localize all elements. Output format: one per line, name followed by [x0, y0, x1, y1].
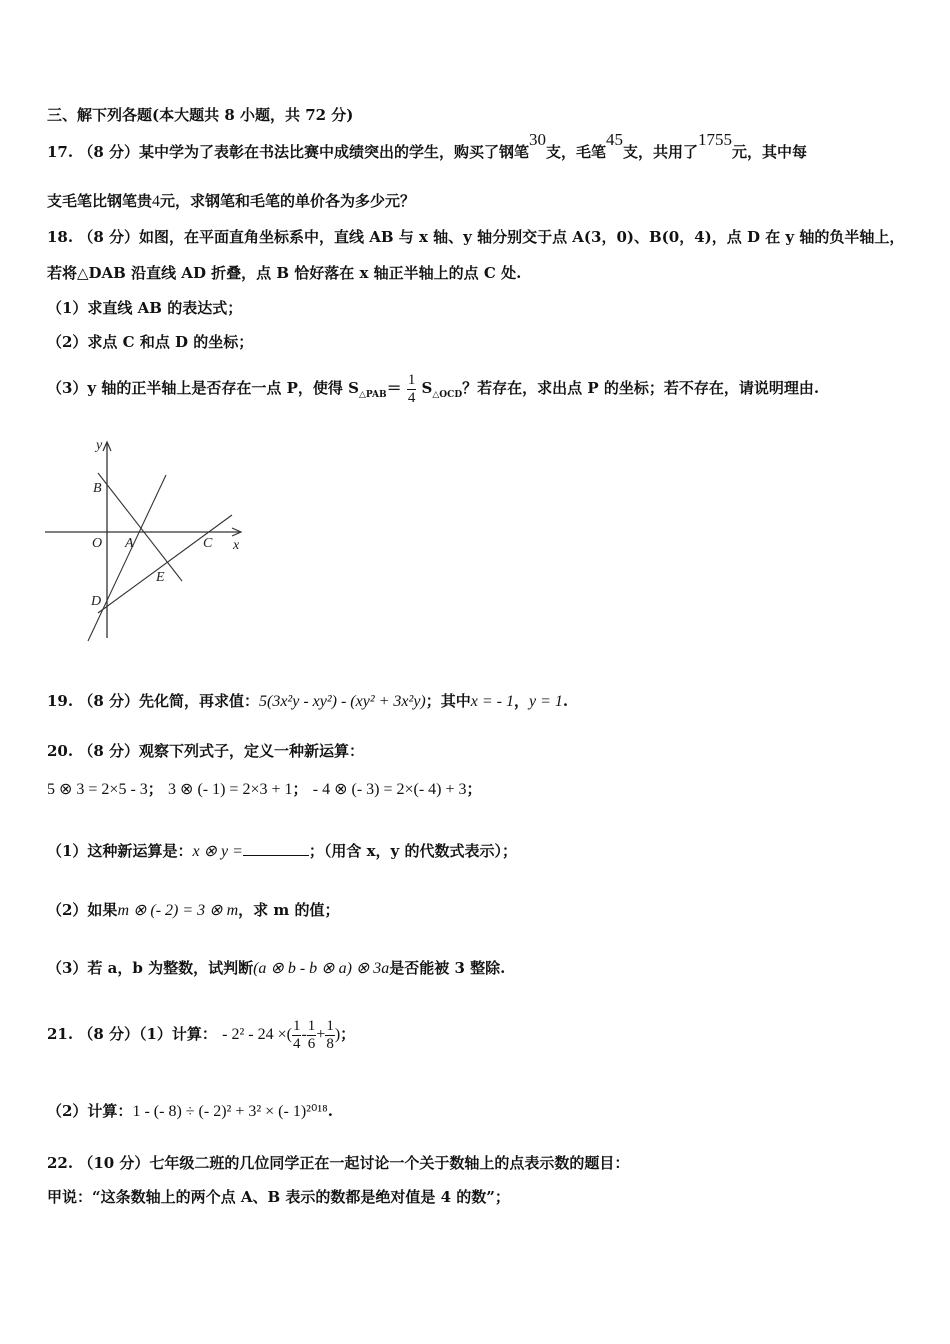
q19-sep: ， [514, 692, 530, 710]
q20-p1-b: ；（用含 x，y 的代数式表示）； [308, 842, 517, 860]
q20-p2-a: （2）如果 [47, 901, 118, 919]
question-18-part-3 [47, 372, 819, 406]
question-20-examples [47, 778, 482, 799]
label-c: C [203, 536, 213, 551]
q18-fraction-num: 1 [407, 372, 416, 388]
q20-example-3: - 4 ⊗ (- 3) = 2×(- 4) + 3 [312, 781, 467, 798]
question-17-line-2 [47, 190, 415, 211]
q17-prefix: 17. （8 分）某中学为了表彰在书法比赛中成绩突出的学生，购买了钢笔 [47, 143, 529, 161]
q19-end: . [562, 692, 569, 710]
label-b: B [93, 481, 102, 496]
q21-expr2: 1 - (- 8) ÷ (- 2)² + 3² × (- 1)²⁰¹⁸ [132, 1103, 328, 1120]
q20-semi-2: ； [292, 780, 308, 798]
q17-line2-b: 元，求钢笔和毛笔的单价各为多少元？ [160, 192, 416, 210]
q20-p1-expression: x ⊗ y = [192, 843, 243, 860]
q20-example-2: 3 ⊗ (- 1) = 2×3 + 1 [168, 781, 293, 798]
q20-p1-a: （1）这种新运算是： [47, 842, 193, 860]
line-dc [98, 515, 232, 613]
q18-p3-a: （3）y 轴的正半轴上是否存在一点 P，使得 S [47, 379, 359, 397]
q19-mid: ；其中 [425, 692, 471, 710]
q21-f2-den: 6 [307, 1035, 316, 1052]
q21-prefix: 21. （8 分）（1）计算： [47, 1025, 217, 1043]
q17-total: 1755 [698, 130, 733, 149]
question-22-line-1: 22. （10 分）七年级二班的几位同学正在一起讨论一个关于数轴上的点表示数的题目： [47, 1154, 630, 1172]
q20-example-1: 5 ⊗ 3 = 2×5 - 3 [47, 781, 148, 798]
q21-expr1-b: ) [334, 1026, 341, 1043]
q19-expression: 5(3x²y - xy²) - (xy² + 3x²y) [258, 693, 426, 710]
q21-end: . [327, 1102, 333, 1120]
q20-semi-1: ； [147, 780, 163, 798]
question-20-part-2 [47, 899, 339, 920]
question-20-part-1 [47, 840, 517, 861]
q17-text-1: 支，毛笔 [545, 143, 606, 161]
q17-text-2: 支，共用了 [623, 143, 699, 161]
q20-p2-b: ，求 m 的值； [238, 901, 340, 919]
q17-pen-count: 30 [528, 130, 546, 149]
question-20: 20. （8 分）观察下列式子，定义一种新运算： [47, 742, 364, 760]
answer-blank[interactable] [243, 841, 309, 856]
q17-brush-count: 45 [606, 130, 623, 149]
q19-prefix: 19. （8 分）先化简，再求值： [47, 692, 259, 710]
label-x: x [233, 538, 240, 553]
q17-line2-a: 支毛笔比钢笔贵 [47, 192, 153, 210]
section-header: 三、解下列各题(本大题共 8 小题，共 72 分) [47, 106, 354, 124]
label-d: D [91, 594, 102, 609]
q19-condition-x: x = - 1 [470, 693, 514, 710]
q21-f3-num: 1 [326, 1018, 334, 1034]
q18-p3-eq: ＝ [386, 379, 402, 397]
question-18-part-1: （1）求直线 AB 的表达式； [47, 299, 243, 317]
q18-p3-s: S [421, 379, 433, 397]
q21-f2-num: 1 [307, 1018, 316, 1034]
q17-diff: 4 [152, 193, 161, 210]
question-21-part-1 [47, 1018, 355, 1052]
q19-condition-y: y = 1 [529, 693, 563, 710]
q21-op2: + [316, 1026, 326, 1043]
q18-p3-sub1: △PAB [358, 390, 387, 400]
q20-p3-expression: (a ⊗ b - b ⊗ a) ⊗ 3a [253, 960, 390, 977]
q21-f1-den: 4 [292, 1035, 301, 1052]
question-18-line-2: 若将△DAB 沿直线 AD 折叠，点 B 恰好落在 x 轴正半轴上的点 C 处. [47, 264, 522, 282]
question-22-line-2: 甲说：“这条数轴上的两个点 A、B 表示的数都是绝对值是 4 的数”； [47, 1188, 510, 1206]
q21-expr1-a: - 2² - 24 ×( [222, 1026, 292, 1043]
label-o: O [92, 536, 103, 551]
q18-fraction-den: 4 [407, 389, 416, 406]
q21-f1-num: 1 [292, 1018, 301, 1034]
label-a: A [125, 536, 134, 551]
q18-fraction [407, 372, 417, 406]
q21-op1: - [301, 1026, 307, 1043]
q20-p3-a: （3）若 a，b 为整数，试判断 [47, 959, 254, 977]
line-da [88, 475, 166, 641]
q21-f3-den: 8 [326, 1035, 334, 1052]
question-21-part-2 [47, 1100, 333, 1121]
label-y: y [96, 438, 103, 453]
question-17-line-1 [47, 130, 808, 162]
question-18-part-2: （2）求点 C 和点 D 的坐标； [47, 333, 254, 351]
q17-text-3: 元，其中每 [732, 143, 808, 161]
q21-fraction-2 [307, 1018, 317, 1052]
q21-semi: ； [340, 1025, 356, 1043]
q21-p2-a: （2）计算： [47, 1102, 133, 1120]
q20-p3-b: 是否能被 3 整除. [389, 959, 506, 977]
coordinate-figure [40, 433, 255, 643]
line-be [98, 473, 182, 581]
q18-p3-b: ？若存在，求出点 P 的坐标；若不存在，请说明理由. [462, 379, 820, 397]
question-19 [47, 690, 568, 711]
q18-p3-sub2: △OCD [432, 390, 463, 400]
label-e: E [156, 570, 165, 585]
q21-fraction-3 [325, 1018, 335, 1052]
q20-p2-expression: m ⊗ (- 2) = 3 ⊗ m [117, 902, 239, 919]
question-18-line-1: 18. （8 分）如图，在平面直角坐标系中，直线 AB 与 x 轴、y 轴分别交于点 A(3，0)、B(0，4)，点 D 在 y 轴的负半轴上， [47, 228, 905, 246]
question-20-part-3 [47, 957, 505, 978]
q20-semi-3: ； [466, 780, 482, 798]
